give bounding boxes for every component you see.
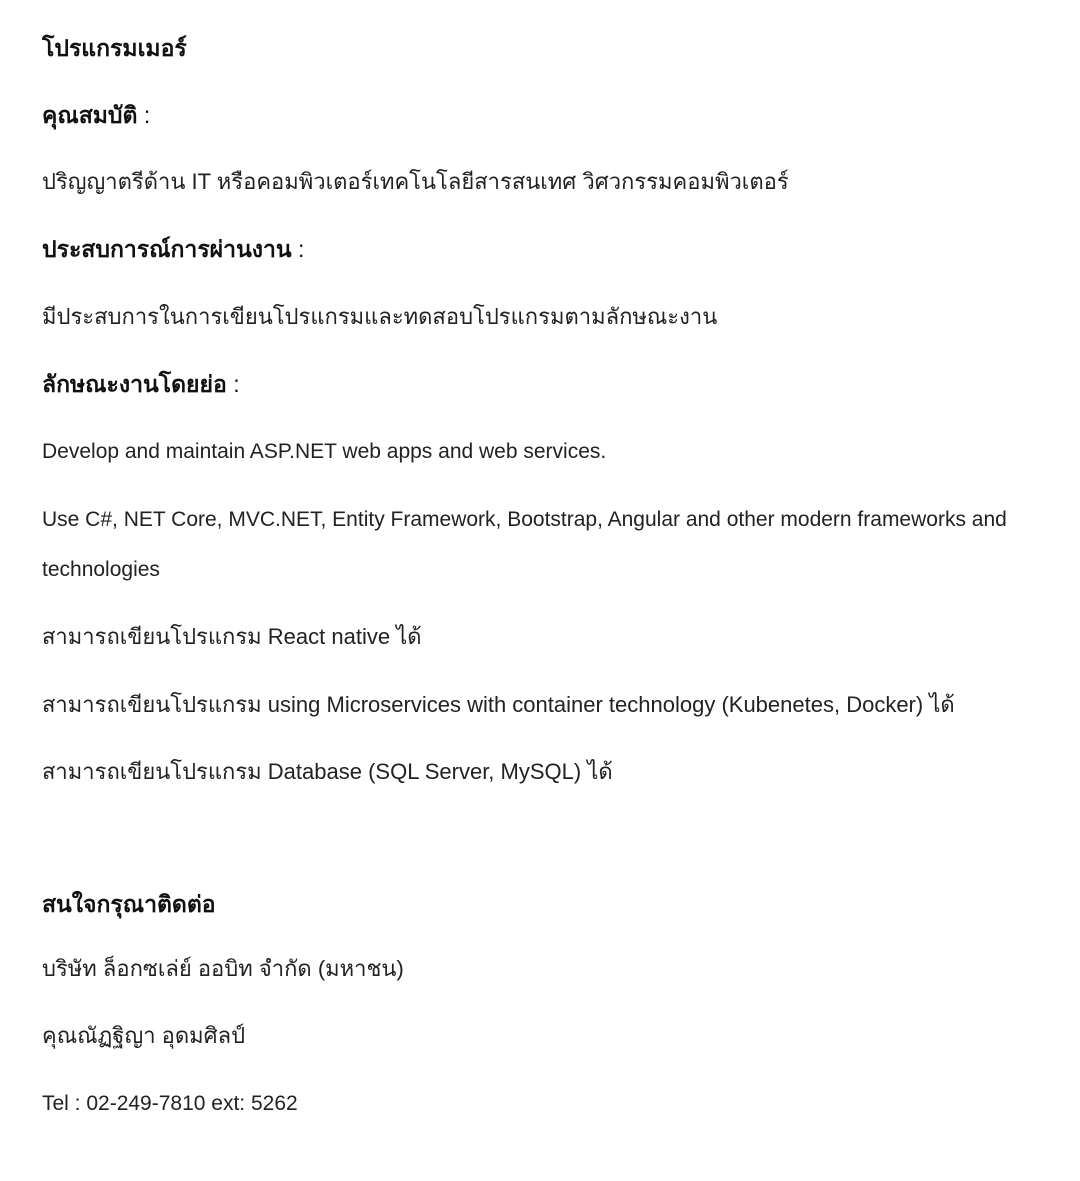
experience-text: มีประสบการในการเขียนโปรแกรมและทดสอบโปรแกรมตามลักษณะงาน: [42, 304, 718, 329]
experience-label: ประสบการณ์การผ่านงาน: [42, 236, 292, 262]
experience-colon: :: [291, 236, 305, 262]
description-item: สามารถเขียนโปรแกรม React native ได้: [42, 624, 422, 649]
description-item: สามารถเขียนโปรแกรม Database (SQL Server, MySQL) ได้: [42, 759, 613, 784]
qualifications-colon: :: [137, 102, 151, 128]
contact-phone: Tel : 02-249-7810 ext: 5262: [42, 1092, 298, 1115]
contact-company: บริษัท ล็อกซเล่ย์ ออบิท จำกัด (มหาชน): [42, 956, 404, 981]
contact-person: คุณณัฏฐิญา อุดมศิลป์: [42, 1023, 246, 1048]
description-item-continuation: technologies: [42, 558, 160, 581]
description-heading: [42, 369, 240, 399]
description-item: สามารถเขียนโปรแกรม using Microservices with container technology (Kubenetes, Docker) ได้: [42, 692, 955, 717]
qualifications-label: คุณสมบัติ: [42, 102, 138, 128]
experience-heading: [42, 234, 304, 264]
description-label: ลักษณะงานโดยย่อ: [42, 371, 227, 397]
description-colon: :: [226, 371, 240, 397]
qualifications-heading: [42, 100, 150, 130]
job-title: โปรแกรมเมอร์: [42, 35, 187, 61]
description-item: Develop and maintain ASP.NET web apps and web services.: [42, 440, 607, 463]
contact-heading: สนใจกรุณาติดต่อ: [42, 891, 216, 917]
description-item: Use C#, NET Core, MVC.NET, Entity Framework, Bootstrap, Angular and other modern frameworks and: [42, 508, 1007, 531]
qualifications-text: ปริญญาตรีด้าน IT หรือคอมพิวเตอร์เทคโนโลยีสารสนเทศ วิศวกรรมคอมพิวเตอร์: [42, 169, 789, 194]
